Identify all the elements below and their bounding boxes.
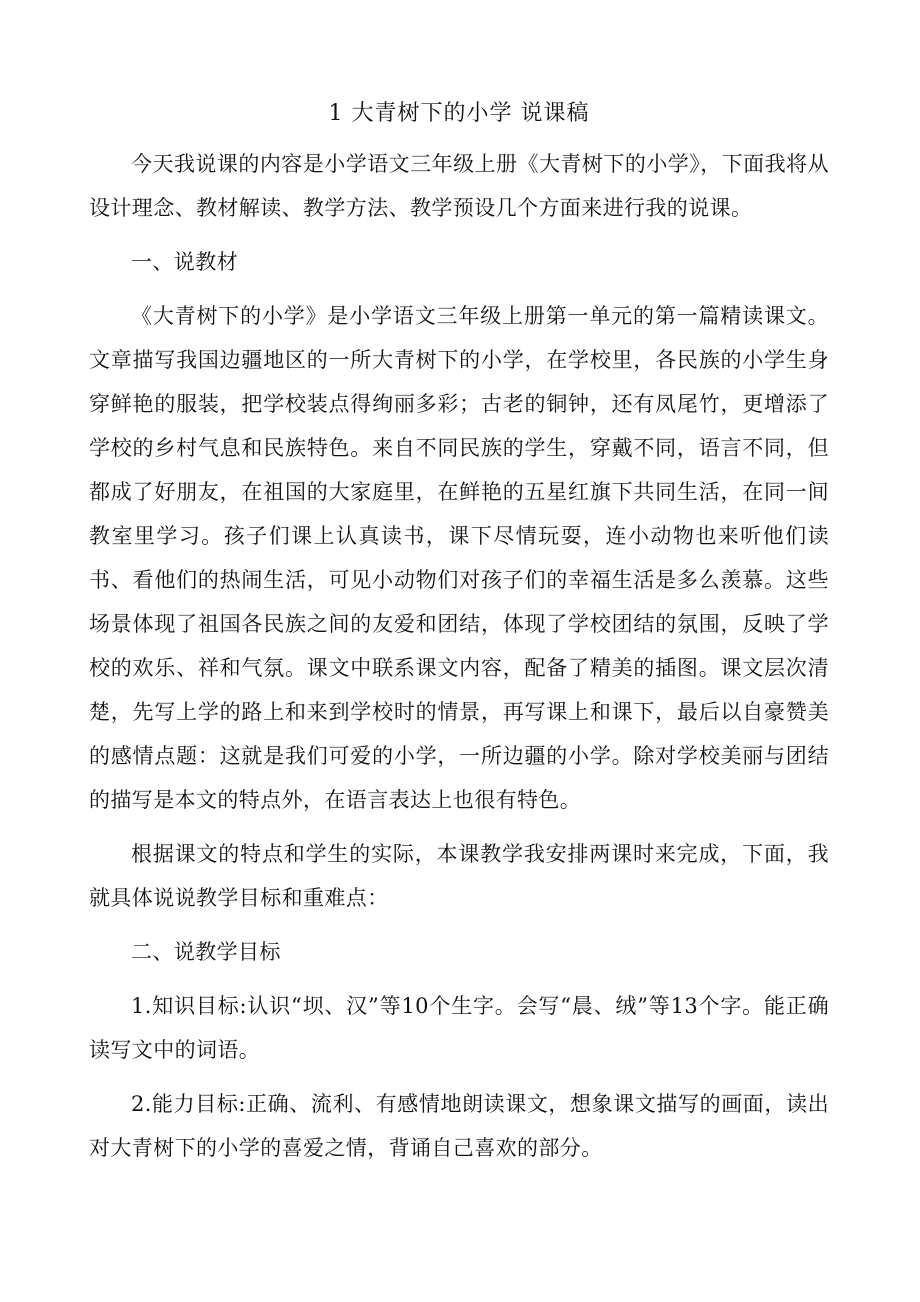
- intro-paragraph: 今天我说课的内容是小学语文三年级上册《大青树下的小学》，下面我将从设计理念、教材解读、教学方法、教学预设几个方面来进行我的说课。: [89, 152, 829, 220]
- transition-paragraph: 根据课文的特点和学生的实际，本课教学我安排两课时来完成，下面，我就具体说说教学目标和重难点：: [89, 842, 829, 910]
- textbook-analysis-paragraph: 《大青树下的小学》是小学语文三年级上册第一单元的第一篇精读课文。文章描写我国边疆地区的一所大青树下的小学，在学校里，各民族的小学生身穿鲜艳的服装，把学校装点得绚丽多彩；古老的铜钟，还有凤尾竹，更增添了学校的乡村气息和民族特色。来自不同民族的学生，穿戴不同，语言不同，但都成了好朋友，在祖国的大家庭里，在鲜艳的五星红旗下共同生活，在同一间教室里学习。孩子们课上认真读书，课下尽情玩耍，连小动物也来听他们读书、看他们的热闹生活，可见小动物们对孩子们的幸福生活是多么羡慕。这些场景体现了祖国各民族之间的友爱和团结，体现了学校团结的氛围，反映了学校的欢乐、祥和气氛。课文中联系课文内容，配备了精美的插图。课文层次清楚，先写上学的路上和来到学校时的情景，再写课上和课下，最后以自豪赞美的感情点题：这就是我们可爱的小学，一所边疆的小学。除对学校美丽与团结的描写是本文的特点外，在语言表达上也很有特色。: [89, 304, 829, 812]
- section-heading-textbook: 一、说教材: [131, 250, 238, 274]
- document-title: 1 大青树下的小学 说课稿: [328, 101, 590, 126]
- section-heading-teaching-goals: 二、说教学目标: [131, 940, 281, 964]
- ability-goal-paragraph: 2.能力目标:正确、流利、有感情地朗读课文，想象课文描写的画面，读出对大青树下的小学的喜爱之情，背诵自己喜欢的部分。: [89, 1092, 829, 1160]
- knowledge-goal-paragraph: 1.知识目标:认识“坝、汉”等10个生字。会写“晨、绒”等13个字。能正确读写文中的词语。: [89, 994, 829, 1062]
- document-page: [89, 96, 829, 1170]
